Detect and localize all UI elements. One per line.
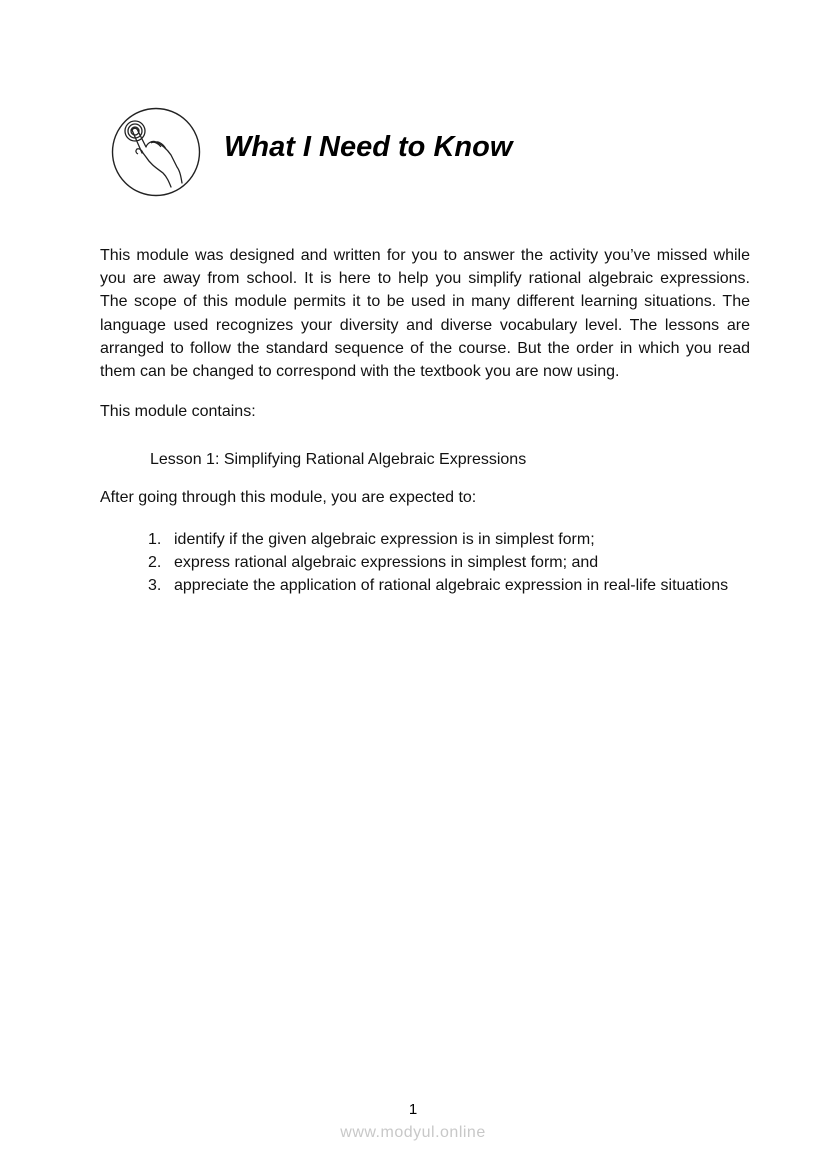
intro-line: you are away from school. It is here to help you simplify rational algebraic expressions. (100, 270, 750, 288)
section-icon (111, 107, 201, 197)
objective-text: express rational algebraic expressions in simplest form; and (174, 554, 599, 572)
objective-number: 3. (148, 577, 162, 595)
intro-line: The scope of this module permits it to be used in many different learning situations. The (100, 293, 750, 311)
objectives-label: After going through this module, you are expected to: (100, 489, 477, 506)
intro-paragraph (100, 244, 750, 383)
watermark: www.modyul.online (340, 1124, 486, 1141)
objective-number: 2. (148, 554, 162, 572)
objective-item (148, 551, 728, 574)
hand-pointing-touch-icon (111, 107, 201, 197)
intro-line: language used recognizes your diversity and diverse vocabulary level. The lessons are (100, 316, 750, 334)
intro-line: This module was designed and written for you to answer the activity you’ve missed while (100, 247, 750, 264)
page-number: 1 (408, 1101, 418, 1118)
contents-label: This module contains: (100, 403, 256, 420)
objectives-list (148, 528, 728, 598)
objective-item (148, 528, 728, 551)
objective-item (148, 574, 728, 597)
intro-line: them can be changed to correspond with the textbook you are now using. (100, 363, 620, 381)
objective-text: identify if the given algebraic expression is in simplest form; (174, 531, 595, 548)
objective-text: appreciate the application of rational algebraic expression in real-life situations (174, 577, 729, 595)
intro-line: arranged to follow the standard sequence of the course. But the order in which you read (100, 339, 750, 357)
lesson-item: Lesson 1: Simplifying Rational Algebraic Expressions (150, 451, 527, 468)
objective-number: 1. (148, 531, 162, 548)
section-title: What I Need to Know (224, 131, 513, 163)
